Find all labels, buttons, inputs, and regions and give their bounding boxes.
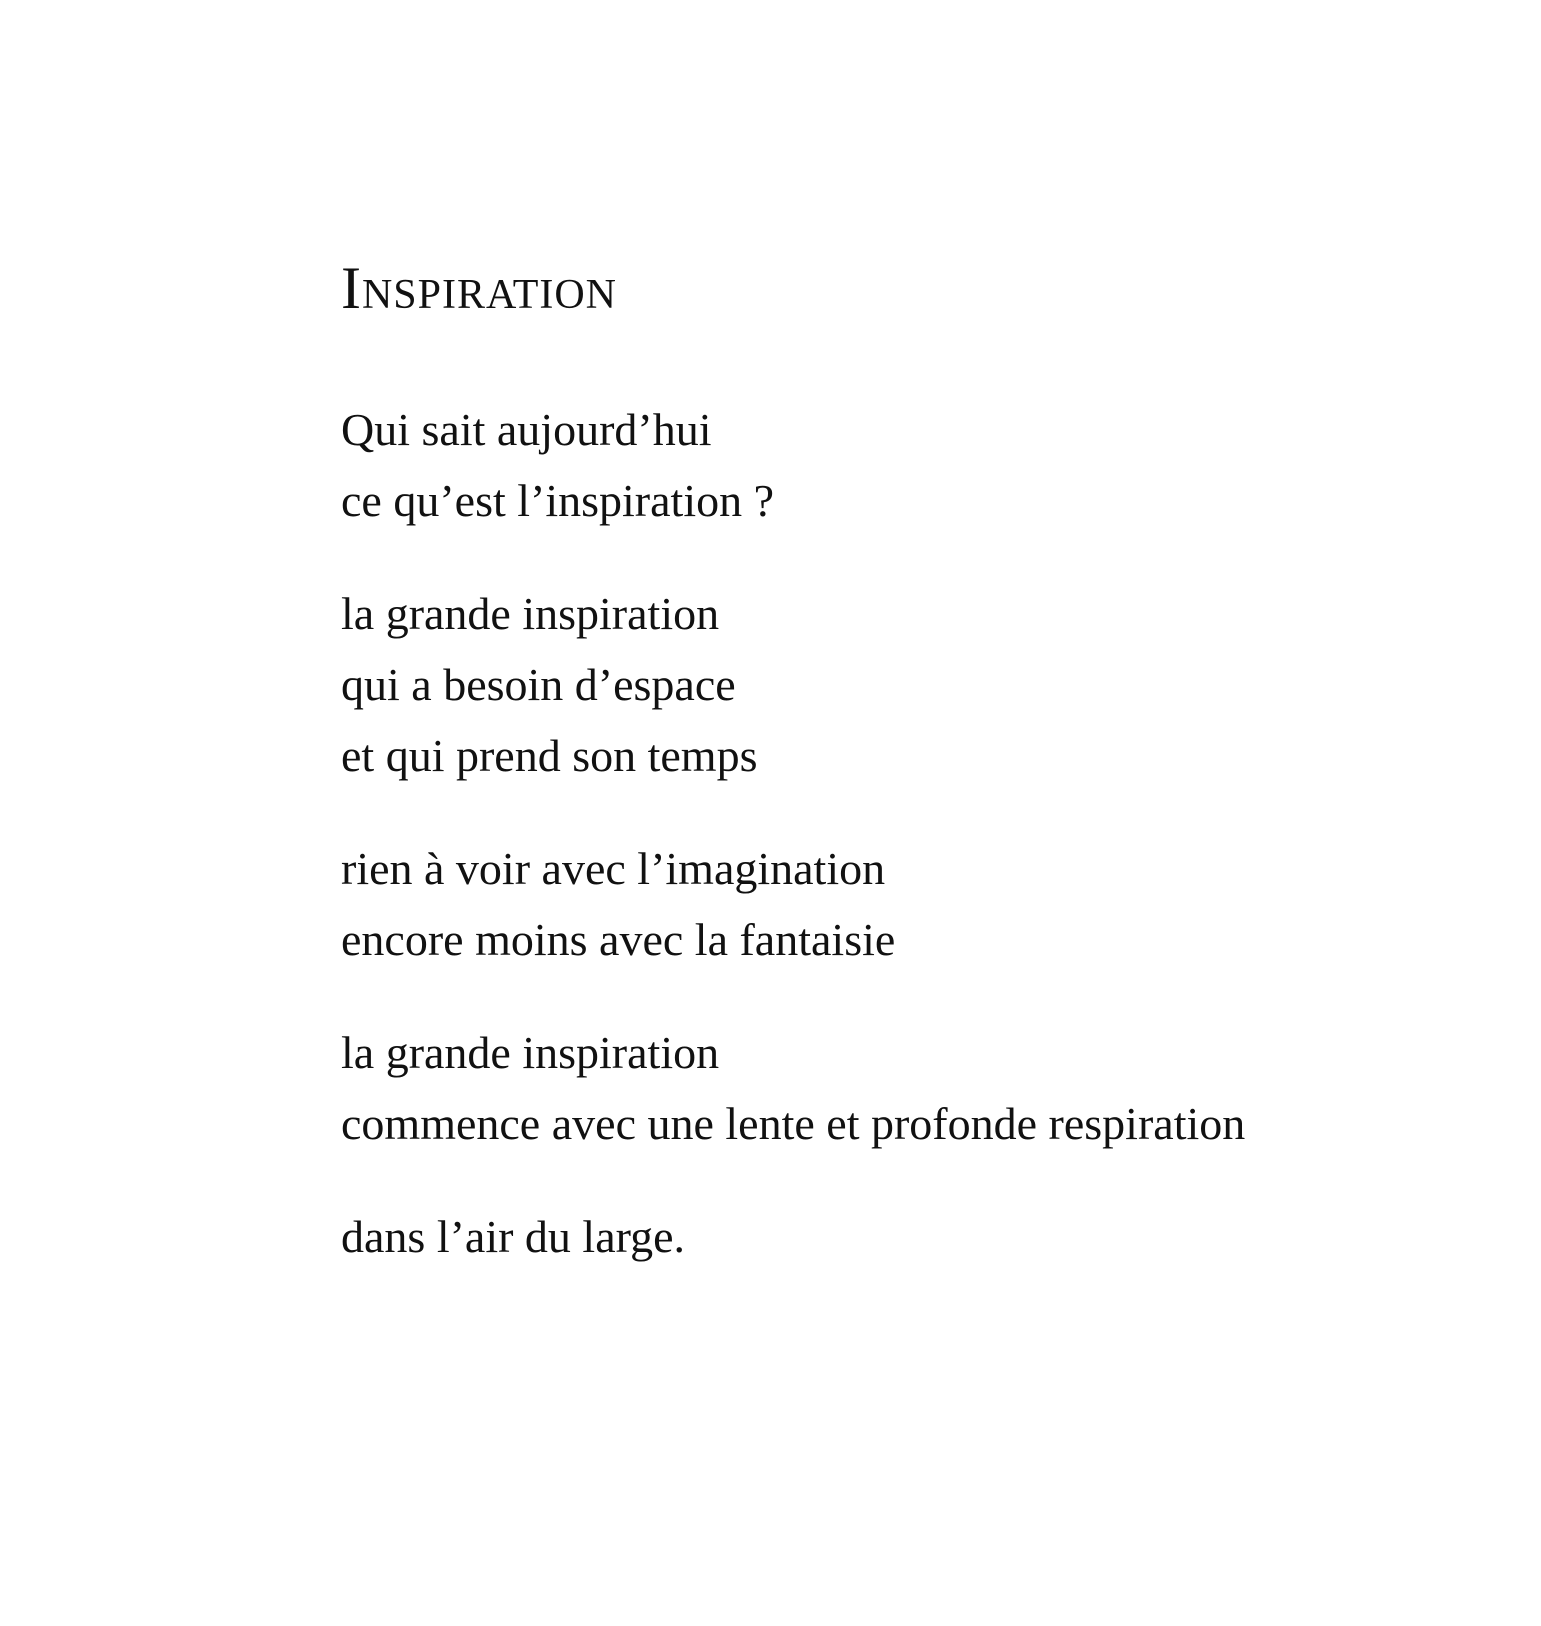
poem-line: ce qu’est l’inspiration ?: [341, 475, 775, 526]
poem-line: dans l’air du large.: [341, 1211, 686, 1262]
stanza-3: [341, 833, 1491, 975]
poem-line: la grande inspiration: [341, 1027, 720, 1078]
poem-line: encore moins avec la fantaisie: [341, 914, 896, 965]
poem-line: et qui prend son temps: [341, 730, 758, 781]
stanza-2: [341, 578, 1491, 791]
poem-line: qui a besoin d’espace: [341, 659, 736, 710]
poem: [341, 252, 1491, 1314]
poem-line: rien à voir avec l’imagination: [341, 843, 886, 894]
poem-line: Qui sait aujourd’hui: [341, 404, 712, 455]
stanza-4: [341, 1017, 1491, 1159]
stanza-1: [341, 394, 1491, 536]
poem-title: Inspiration: [341, 255, 618, 321]
poem-line: commence avec une lente et profonde respiration: [341, 1098, 1246, 1149]
poem-body: [341, 394, 1491, 1272]
poem-line: la grande inspiration: [341, 588, 720, 639]
stanza-5: [341, 1201, 1491, 1272]
